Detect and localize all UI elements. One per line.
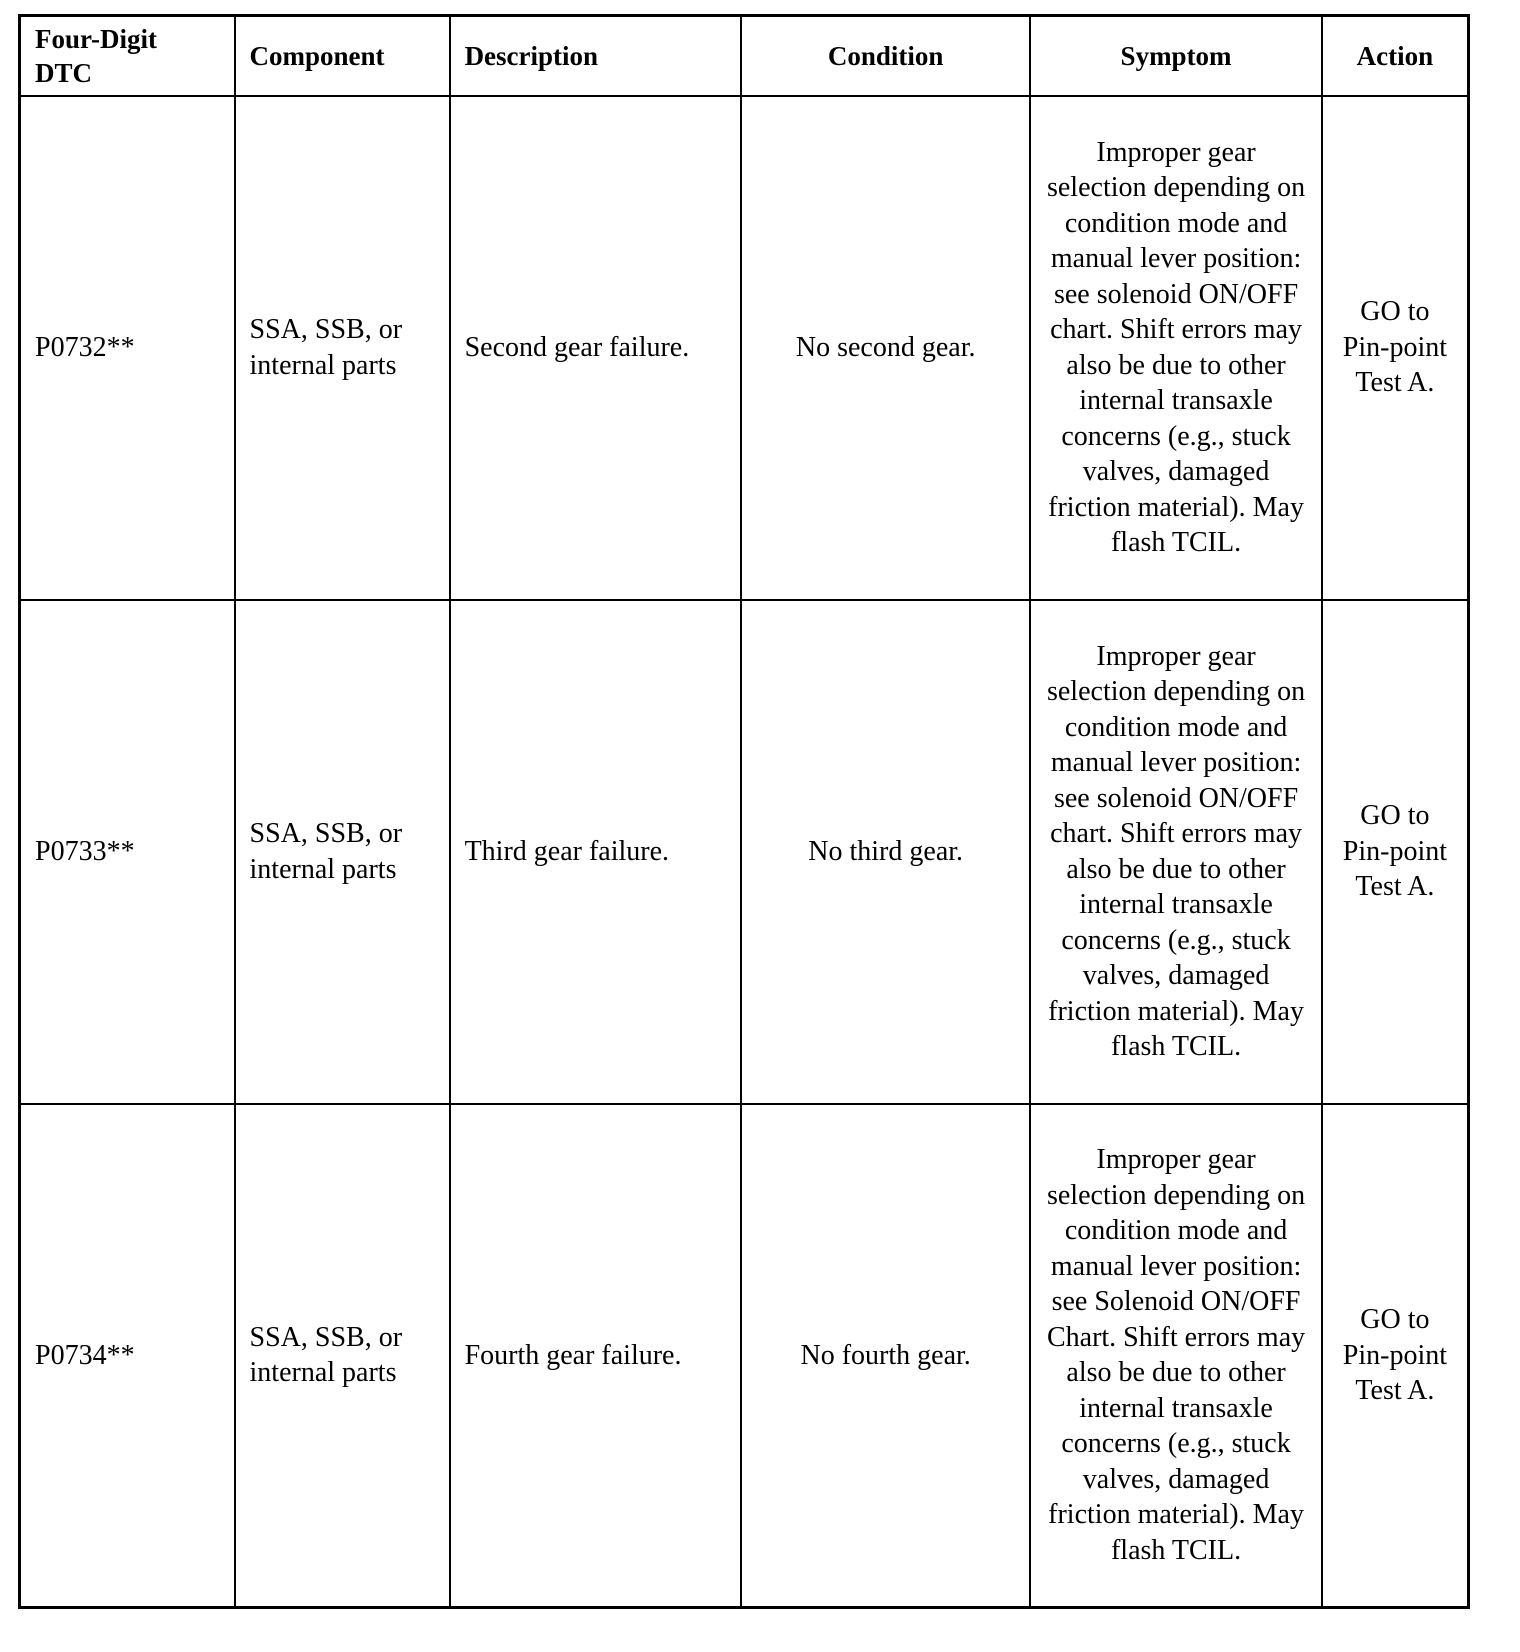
table-body: [20, 96, 1469, 1608]
dtc-code: P0734**: [20, 1104, 235, 1608]
header-action: Action: [1322, 16, 1469, 96]
table-row: [20, 96, 1469, 600]
symptom-cell: Improper gear selection depending on condition mode and manual lever position: see solenoid ON/OFF chart. Shift errors may also be due to other internal transaxle concerns (e.g., stuck valves, damaged friction material). May flash TCIL.: [1030, 600, 1321, 1104]
condition-cell: No third gear.: [741, 600, 1030, 1104]
header-dtc: Four-Digit DTC: [20, 16, 235, 96]
symptom-cell: Improper gear selection depending on condition mode and manual lever position: see solenoid ON/OFF chart. Shift errors may also be due to other internal transaxle concerns (e.g., stuck valves, damaged friction material). May flash TCIL.: [1030, 96, 1321, 600]
header-description: Description: [450, 16, 741, 96]
table-row: [20, 1104, 1469, 1608]
condition-cell: No second gear.: [741, 96, 1030, 600]
description-cell: Second gear failure.: [450, 96, 741, 600]
table-row: [20, 600, 1469, 1104]
action-cell: GO to Pin-point Test A.: [1322, 1104, 1469, 1608]
action-cell: GO to Pin-point Test A.: [1322, 96, 1469, 600]
action-cell: GO to Pin-point Test A.: [1322, 600, 1469, 1104]
component-cell: SSA, SSB, or internal parts: [235, 600, 450, 1104]
component-cell: SSA, SSB, or internal parts: [235, 1104, 450, 1608]
header-symptom: Symptom: [1030, 16, 1321, 96]
header-condition: Condition: [741, 16, 1030, 96]
description-cell: Fourth gear failure.: [450, 1104, 741, 1608]
symptom-cell: Improper gear selection depending on condition mode and manual lever position: see Solenoid ON/OFF Chart. Shift errors may also be due to other internal transaxle concerns (e.g., stuck valves, damaged friction material). May flash TCIL.: [1030, 1104, 1321, 1608]
header-row: [20, 16, 1469, 96]
dtc-table: [18, 14, 1470, 1609]
condition-cell: No fourth gear.: [741, 1104, 1030, 1608]
header-component: Component: [235, 16, 450, 96]
table-header: [20, 16, 1469, 96]
component-cell: SSA, SSB, or internal parts: [235, 96, 450, 600]
description-cell: Third gear failure.: [450, 600, 741, 1104]
dtc-code: P0732**: [20, 96, 235, 600]
dtc-code: P0733**: [20, 600, 235, 1104]
